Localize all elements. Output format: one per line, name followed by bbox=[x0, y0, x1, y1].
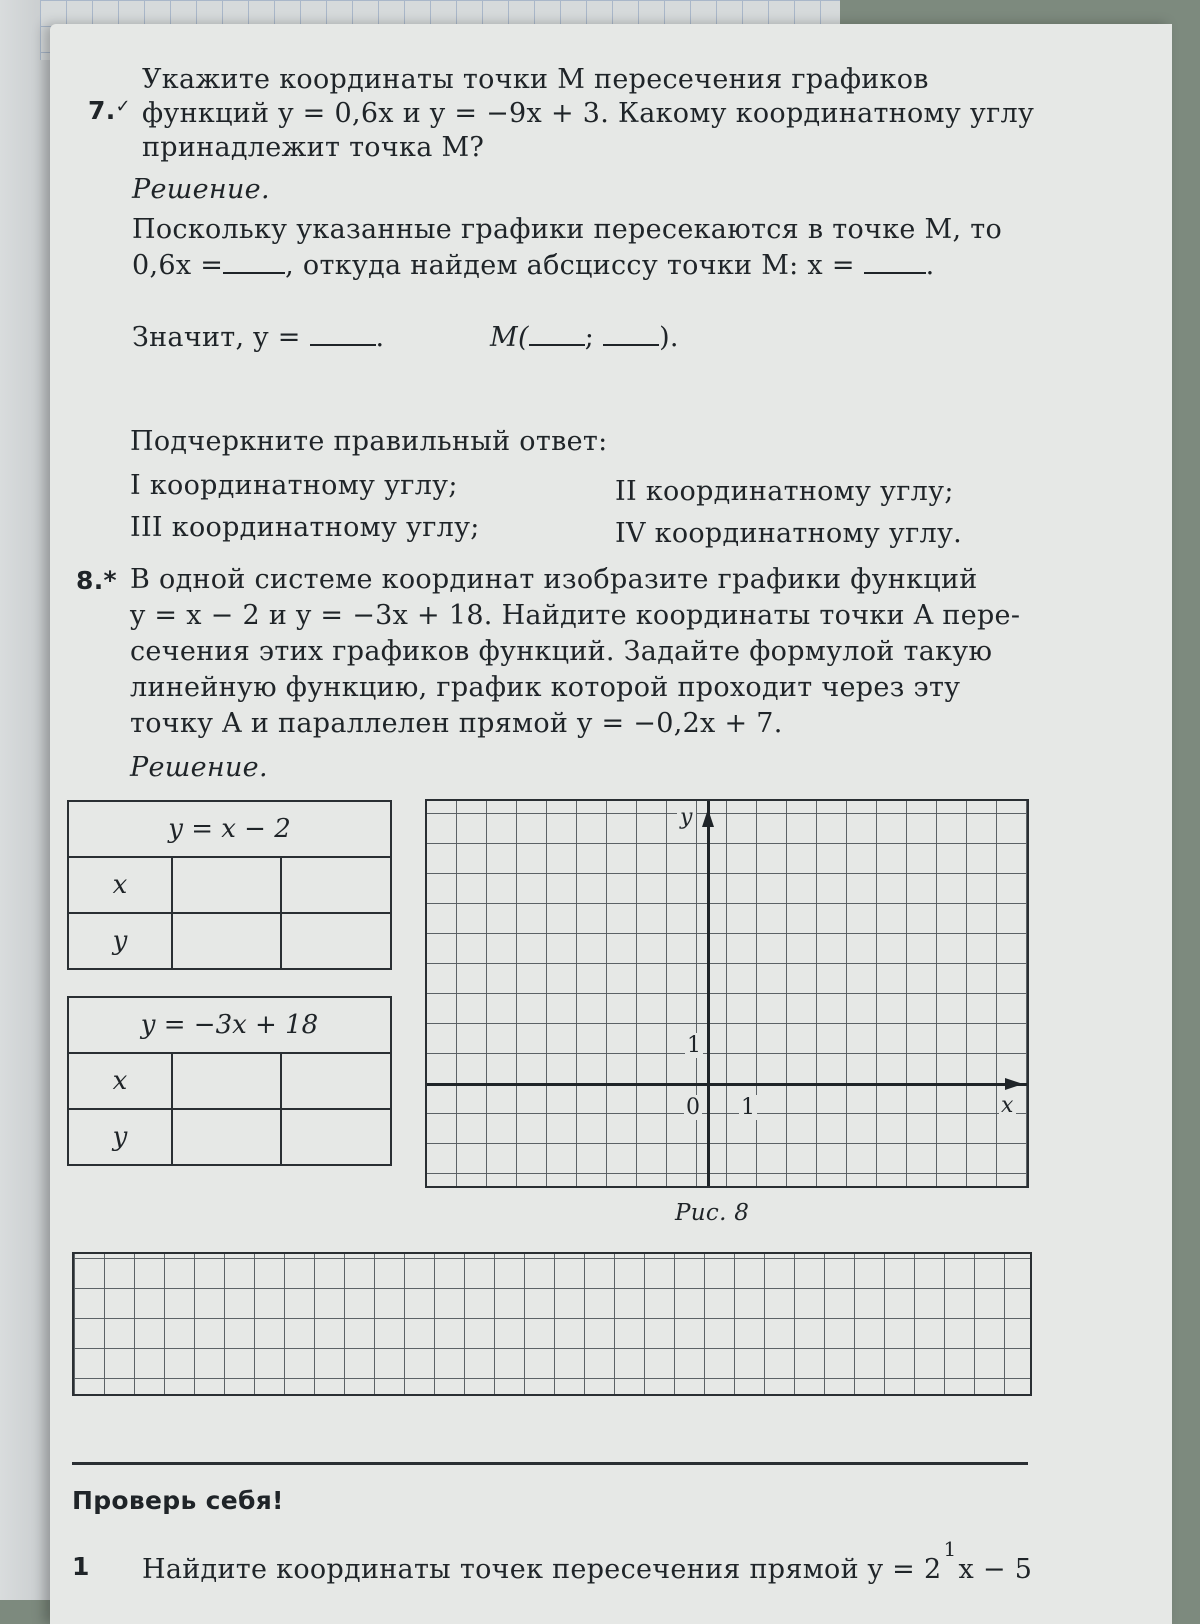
task7-point-m: M( ; ). bbox=[490, 322, 679, 353]
footer-fraction-numerator: 1 bbox=[943, 1537, 957, 1561]
table1-cell[interactable] bbox=[172, 857, 282, 913]
task7-underline-prompt: Подчеркните правильный ответ: bbox=[130, 426, 608, 457]
answer-blank-x[interactable] bbox=[864, 250, 926, 274]
table1-cell[interactable] bbox=[281, 913, 391, 969]
task7-solution-line1: Поскольку указанные графики пересекаются в точке M, то bbox=[132, 214, 1003, 245]
x-arrow-icon bbox=[1005, 1078, 1023, 1090]
table1-row-x-label: x bbox=[68, 857, 172, 913]
y-arrow-icon bbox=[702, 809, 714, 827]
y-axis-label: y bbox=[677, 805, 696, 830]
table2-row-y-label: y bbox=[68, 1109, 172, 1165]
work-grid[interactable] bbox=[72, 1252, 1032, 1396]
task8-line3: сечения этих графиков функций. Задайте формулой такую bbox=[130, 636, 993, 667]
answer-blank-equation[interactable] bbox=[223, 250, 285, 274]
table2-cell[interactable] bbox=[172, 1109, 282, 1165]
footer-item-text: Найдите координаты точек пересечения прямой y = 21x − 5 bbox=[142, 1537, 1033, 1585]
table2-title: y = −3x + 18 bbox=[68, 997, 391, 1053]
check-yourself-heading: Проверь себя! bbox=[72, 1486, 284, 1515]
task7-option-2[interactable]: II координатному углу; bbox=[615, 476, 954, 507]
y-unit-label: 1 bbox=[687, 1033, 702, 1058]
task8-line1: В одной системе координат изобразите графики функций bbox=[130, 564, 978, 595]
task7-option-1[interactable]: I координатному углу; bbox=[130, 470, 458, 501]
table2-row-x-label: x bbox=[68, 1053, 172, 1109]
table2-cell[interactable] bbox=[281, 1109, 391, 1165]
task8-solution-label: Решение. bbox=[130, 752, 268, 783]
task8-number: 8.* bbox=[76, 566, 117, 595]
axis-arrows bbox=[427, 801, 1027, 1186]
section-divider bbox=[72, 1462, 1028, 1465]
answer-blank-my[interactable] bbox=[603, 322, 659, 346]
task7-solution-label: Решение. bbox=[132, 174, 270, 205]
answer-blank-y[interactable] bbox=[310, 322, 376, 346]
origin-label: 0 bbox=[686, 1095, 701, 1120]
value-table-1 bbox=[67, 800, 392, 970]
table1-cell[interactable] bbox=[281, 857, 391, 913]
task8-line5: точку A и параллелен прямой y = −0,2x + 7. bbox=[130, 708, 783, 739]
task7-number: 7.✓ bbox=[88, 96, 131, 125]
task7-solution-line2: 0,6x = , откуда найдем абсциссу точки M: x = . bbox=[132, 250, 935, 281]
task7-line3: принадлежит точка M? bbox=[142, 132, 485, 163]
table2-cell[interactable] bbox=[172, 1053, 282, 1109]
task8-line2: y = x − 2 и y = −3x + 18. Найдите координаты точки A пере- bbox=[130, 600, 1021, 631]
table2-cell[interactable] bbox=[281, 1053, 391, 1109]
task7-option-3[interactable]: III координатному углу; bbox=[130, 512, 480, 543]
coordinate-grid[interactable] bbox=[425, 799, 1029, 1188]
task7-line1: Укажите координаты точки M пересечения графиков bbox=[142, 64, 929, 95]
x-unit-label: 1 bbox=[741, 1095, 756, 1120]
footer-item-number: 1 bbox=[72, 1552, 90, 1581]
figure-caption: Рис. 8 bbox=[675, 1200, 750, 1226]
task8-line4: линейную функцию, график которой проходит через эту bbox=[130, 672, 961, 703]
table1-title: y = x − 2 bbox=[68, 801, 391, 857]
workbook-page bbox=[50, 24, 1172, 1624]
task7-solution-line3: Значит, y = . bbox=[132, 322, 385, 353]
x-axis-label: x bbox=[1001, 1093, 1014, 1118]
table1-cell[interactable] bbox=[172, 913, 282, 969]
table1-row-y-label: y bbox=[68, 913, 172, 969]
value-table-2 bbox=[67, 996, 392, 1166]
answer-blank-mx[interactable] bbox=[529, 322, 585, 346]
task7-option-4[interactable]: IV координатному углу. bbox=[615, 518, 963, 549]
task7-line2: функций y = 0,6x и y = −9x + 3. Какому координатному углу bbox=[142, 98, 1035, 129]
